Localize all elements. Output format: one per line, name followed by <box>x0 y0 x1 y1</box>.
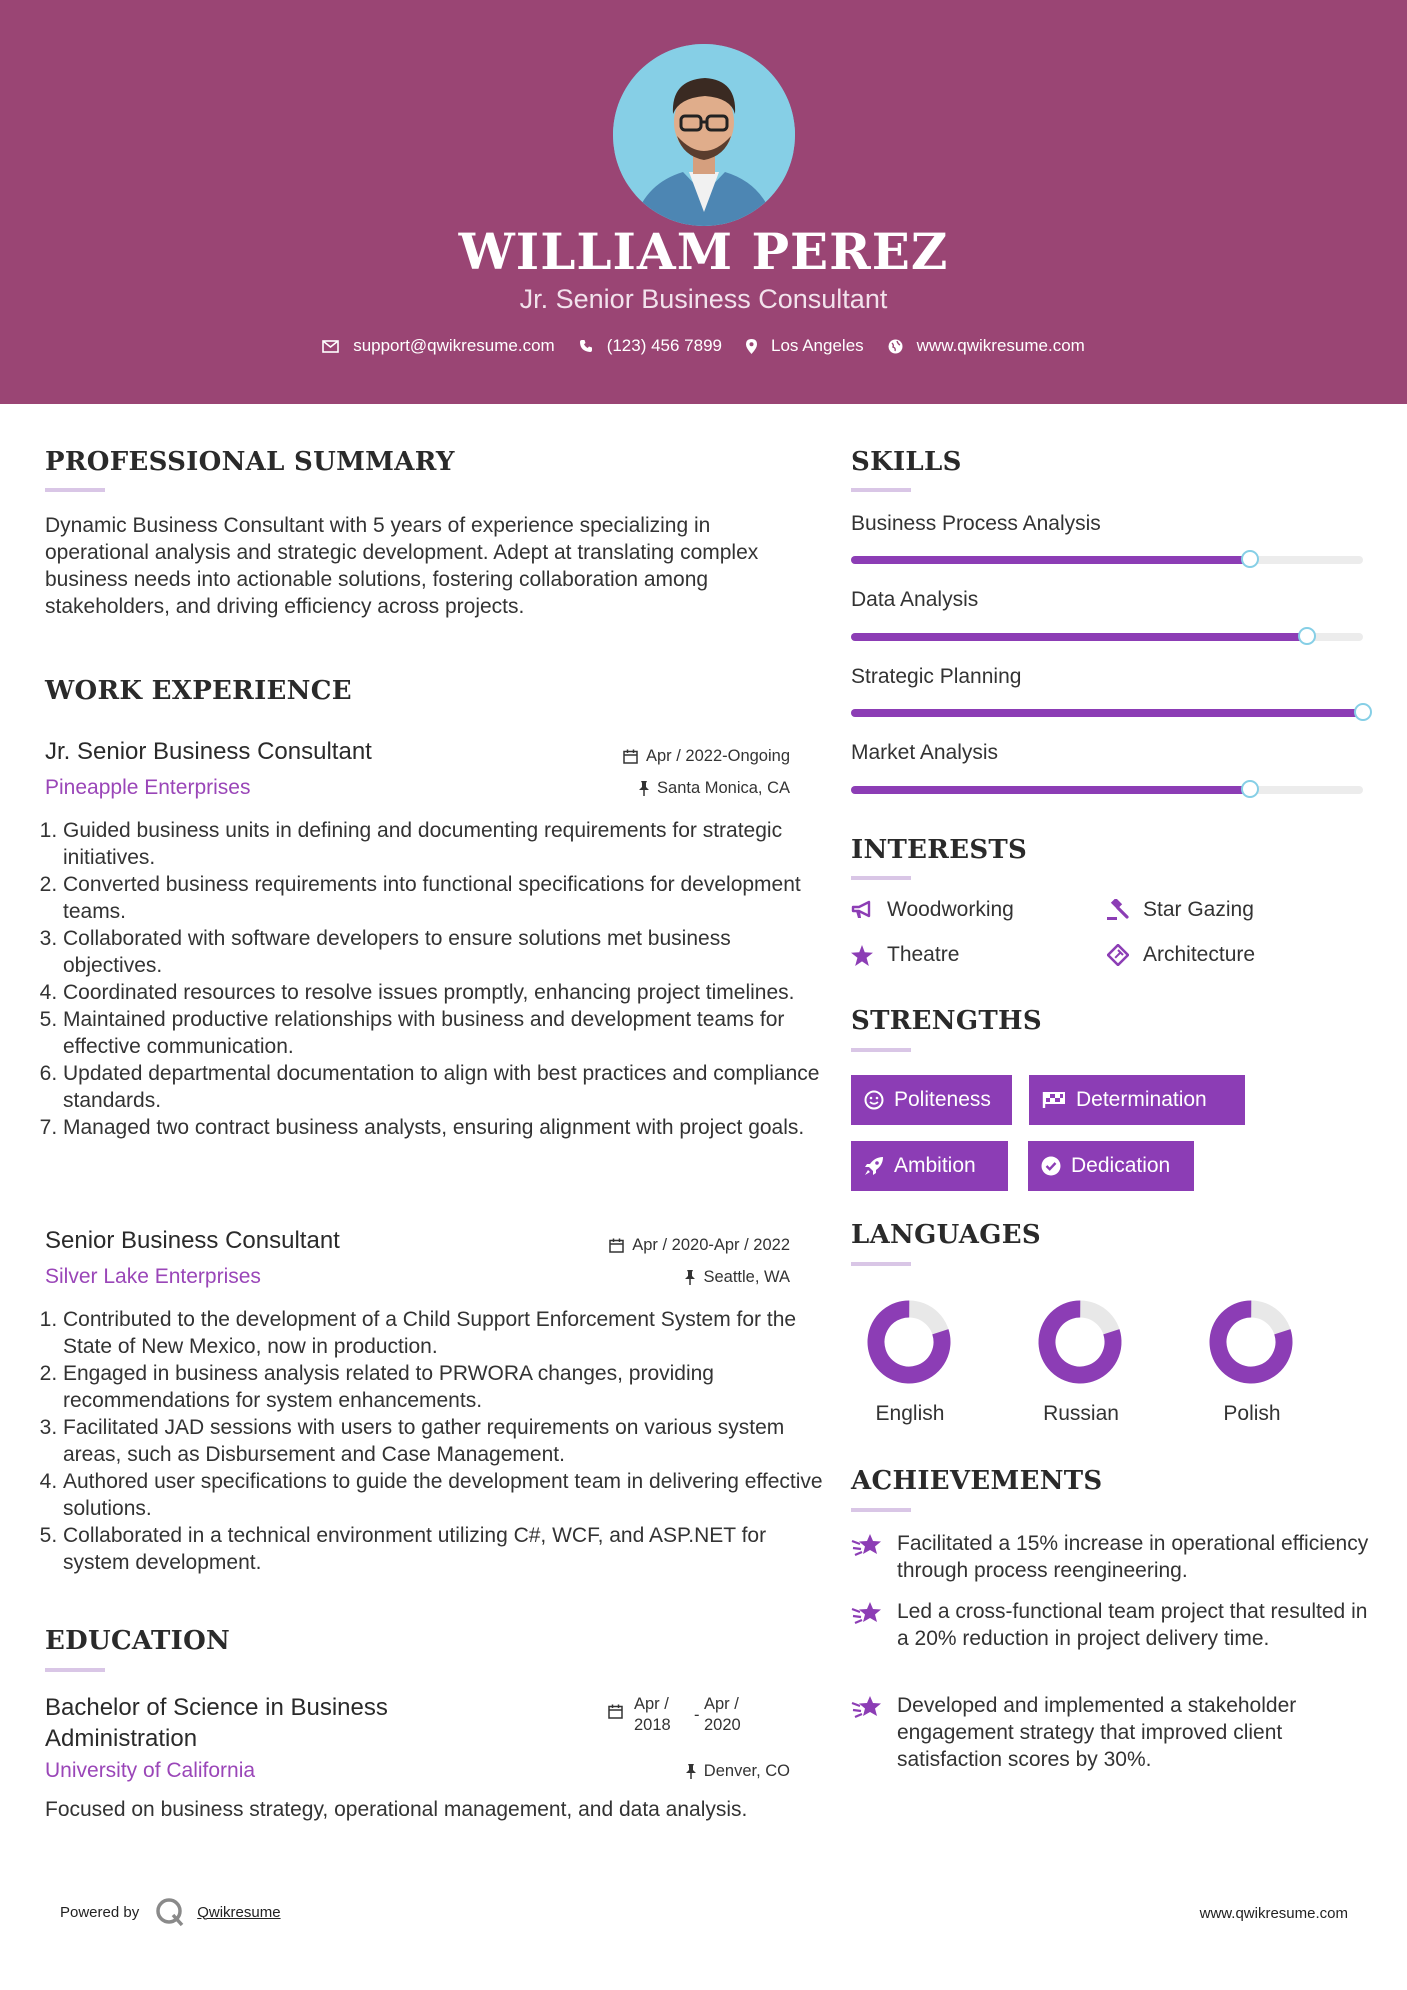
strength-tag <box>1028 1141 1194 1191</box>
map-pin-icon <box>746 339 757 354</box>
list-item: 5. Collaborated in a technical environment utilizing C#, WCF, and ASP.NET for system development. <box>63 1522 825 1576</box>
list-item: 1. Guided business units in defining and documenting requirements for strategic initiatives. <box>63 817 825 871</box>
powered-by-text: Powered by <box>60 1903 140 1921</box>
interest-item <box>851 943 959 967</box>
pushpin-icon <box>686 1764 696 1779</box>
star-icon <box>851 945 873 966</box>
strength-tag <box>851 1075 1012 1125</box>
rocket-icon <box>864 1156 884 1176</box>
check-circle-icon <box>1041 1156 1061 1176</box>
job-location-text: Seattle, WA <box>703 1268 790 1286</box>
degree-line: Bachelor of Science in Business <box>45 1694 388 1721</box>
language-donut <box>1206 1297 1296 1387</box>
achievements-heading: ACHIEVEMENTS <box>851 1466 1103 1496</box>
list-item: 4. Coordinated resources to resolve issues promptly, enhancing project timelines. <box>63 979 825 1006</box>
education-end-month: Apr / <box>704 1695 739 1713</box>
achievement-item <box>851 1692 1371 1773</box>
school-name: University of California <box>45 1759 256 1782</box>
education-start <box>634 1694 671 1736</box>
contact-website[interactable] <box>888 336 1085 356</box>
education-heading: EDUCATION <box>45 1626 231 1656</box>
achievements-underline <box>851 1508 911 1512</box>
skill-bar-fill <box>851 556 1250 564</box>
achievement-text: Facilitated a 15% increase in operational efficiency through process reengineering. <box>897 1532 1369 1582</box>
languages-heading: LANGUAGES <box>851 1220 1041 1250</box>
degree <box>45 1692 388 1754</box>
phone-icon <box>579 339 593 353</box>
interest-label: Theatre <box>887 943 960 966</box>
strength-tag <box>851 1141 1008 1191</box>
education-start-month: Apr / <box>634 1695 669 1713</box>
skill-bar-knob <box>1298 627 1316 645</box>
date-dash: - <box>694 1706 700 1724</box>
languages-underline <box>851 1262 911 1266</box>
interest-label: Woodworking <box>887 898 1014 921</box>
skill-bar <box>851 556 1363 564</box>
skills-heading: SKILLS <box>851 447 962 477</box>
language-label: Russian <box>1043 1402 1119 1425</box>
education-location-text: Denver, CO <box>703 1762 790 1780</box>
job-bullets <box>37 817 825 1141</box>
phone-text: (123) 456 7899 <box>606 336 723 355</box>
education-underline <box>45 1668 105 1672</box>
strengths-heading: STRENGTHS <box>851 1006 1042 1036</box>
skill-bar <box>851 633 1363 641</box>
contact-location <box>746 336 864 356</box>
company-name: Silver Lake Enterprises <box>45 1265 261 1288</box>
skill-bar-fill <box>851 709 1363 717</box>
skill-label: Data Analysis <box>851 588 979 611</box>
strength-label: Determination <box>1076 1088 1207 1111</box>
candidate-title: Jr. Senior Business Consultant <box>519 284 888 314</box>
education-location <box>686 1762 790 1781</box>
interest-label: Architecture <box>1143 943 1256 966</box>
globe-icon <box>888 339 903 354</box>
skill-bar-fill <box>851 633 1307 641</box>
list-item: 6. Updated departmental documentation to align with best practices and compliance standards. <box>63 1060 825 1114</box>
website-text: www.qwikresume.com <box>916 336 1085 355</box>
summary-heading: PROFESSIONAL SUMMARY <box>45 447 455 477</box>
contact-email[interactable] <box>322 336 555 356</box>
job-location-text: Santa Monica, CA <box>657 779 790 797</box>
list-item: 2. Engaged in business analysis related to PRWORA changes, providing recommendations for system enhancements. <box>63 1360 825 1414</box>
strength-label: Politeness <box>894 1088 991 1111</box>
skill-bar-knob <box>1241 550 1259 568</box>
summary-text: Dynamic Business Consultant with 5 years of experience specializing in operational analysis and strategic development. Adept at translating complex business needs into actionable solutions, fostering collaboration among stakeholders, and driving efficiency across projects. <box>45 514 759 618</box>
envelope-icon <box>322 340 339 353</box>
skill-label: Strategic Planning <box>851 665 1022 688</box>
list-item: 2. Converted business requirements into functional specifications for development teams. <box>63 871 825 925</box>
strength-tag <box>1029 1075 1245 1125</box>
skill-label: Market Analysis <box>851 741 999 764</box>
footer-website[interactable]: www.qwikresume.com <box>1199 1905 1348 1922</box>
interests-heading: INTERESTS <box>851 835 1028 865</box>
achievement-text: Developed and implemented a stakeholder engagement strategy that improved client satisfaction scores by 30%. <box>897 1694 1297 1771</box>
interest-label: Star Gazing <box>1143 898 1254 921</box>
strength-label: Ambition <box>894 1154 976 1177</box>
job-bullets <box>37 1306 825 1576</box>
candidate-name: WILLIAM PEREZ <box>458 222 949 281</box>
interests-underline <box>851 876 911 880</box>
achievement-text: Led a cross-functional team project that resulted in a 20% reduction in project delivery time. <box>897 1600 1368 1650</box>
job-date-text: Apr / 2020-Apr / 2022 <box>632 1236 790 1254</box>
qwikresume-logo-icon <box>155 1897 185 1927</box>
resume-header <box>0 0 1407 404</box>
shooting-star-icon <box>851 1532 883 1558</box>
list-item: 3. Facilitated JAD sessions with users to gather requirements on various system areas, such as Disbursement and Case Management. <box>63 1414 825 1468</box>
interest-item <box>1107 943 1255 967</box>
gavel-icon <box>1107 899 1129 921</box>
interest-item <box>1107 898 1254 922</box>
summary-underline <box>45 488 105 492</box>
achievement-item <box>851 1598 1371 1652</box>
location-text: Los Angeles <box>771 336 864 355</box>
company-name: Pineapple Enterprises <box>45 776 251 799</box>
job-date <box>609 1236 790 1255</box>
achievement-item <box>851 1530 1371 1584</box>
job-location <box>685 1268 790 1287</box>
list-item: 5. Maintained productive relationships with business and development teams for effective communication. <box>63 1006 825 1060</box>
smile-icon <box>864 1090 884 1110</box>
experience-heading: WORK EXPERIENCE <box>45 676 352 706</box>
pushpin-icon <box>639 781 649 796</box>
language-label: English <box>875 1402 945 1425</box>
flag-icon <box>1042 1091 1066 1109</box>
footer-powered-by <box>60 1897 281 1927</box>
job-location <box>639 779 790 798</box>
language-donut <box>864 1297 954 1387</box>
list-item: 4. Authored user specifications to guide the development team in delivering effective solutions. <box>63 1468 825 1522</box>
degree-line: Administration <box>45 1725 198 1752</box>
interest-item <box>851 898 1014 922</box>
list-item: 3. Collaborated with software developers to ensure solutions met business objectives. <box>63 925 825 979</box>
shooting-star-icon <box>851 1600 883 1626</box>
language-label: Polish <box>1223 1402 1281 1425</box>
education-start-year: 2018 <box>634 1716 671 1734</box>
skill-label: Business Process Analysis <box>851 512 1101 535</box>
calendar-icon <box>623 749 638 764</box>
strengths-underline <box>851 1048 911 1052</box>
education-end <box>704 1694 741 1736</box>
job-date <box>623 747 790 766</box>
pushpin-icon <box>685 1270 695 1285</box>
contact-phone[interactable] <box>579 336 722 356</box>
skills-underline <box>851 488 911 492</box>
shooting-star-icon <box>851 1694 883 1720</box>
email-text: support@qwikresume.com <box>353 336 555 355</box>
job-title: Senior Business Consultant <box>45 1227 340 1254</box>
skill-bar <box>851 786 1363 794</box>
skill-bar-knob <box>1241 780 1259 798</box>
skill-bar-knob <box>1354 703 1372 721</box>
list-item: 7. Managed two contract business analysts, ensuring alignment with project goals. <box>63 1114 825 1141</box>
strength-label: Dedication <box>1071 1154 1171 1177</box>
skill-bar-fill <box>851 786 1250 794</box>
calendar-icon <box>608 1704 623 1719</box>
education-description: Focused on business strategy, operational management, and data analysis. <box>45 1798 748 1821</box>
skill-bar <box>851 709 1363 717</box>
qwikresume-link[interactable]: Qwikresume <box>197 1903 281 1921</box>
avatar <box>613 44 795 226</box>
list-item: 1. Contributed to the development of a Child Support Enforcement System for the State of New Mexico, now in production. <box>63 1306 825 1360</box>
calendar-icon <box>609 1238 624 1253</box>
job-date-text: Apr / 2022-Ongoing <box>645 747 790 765</box>
contact-row <box>0 336 1407 356</box>
language-donut <box>1035 1297 1125 1387</box>
education-end-year: 2020 <box>704 1716 741 1734</box>
job-title: Jr. Senior Business Consultant <box>45 738 372 765</box>
ticket-icon <box>1107 944 1129 966</box>
megaphone-icon <box>851 900 873 920</box>
